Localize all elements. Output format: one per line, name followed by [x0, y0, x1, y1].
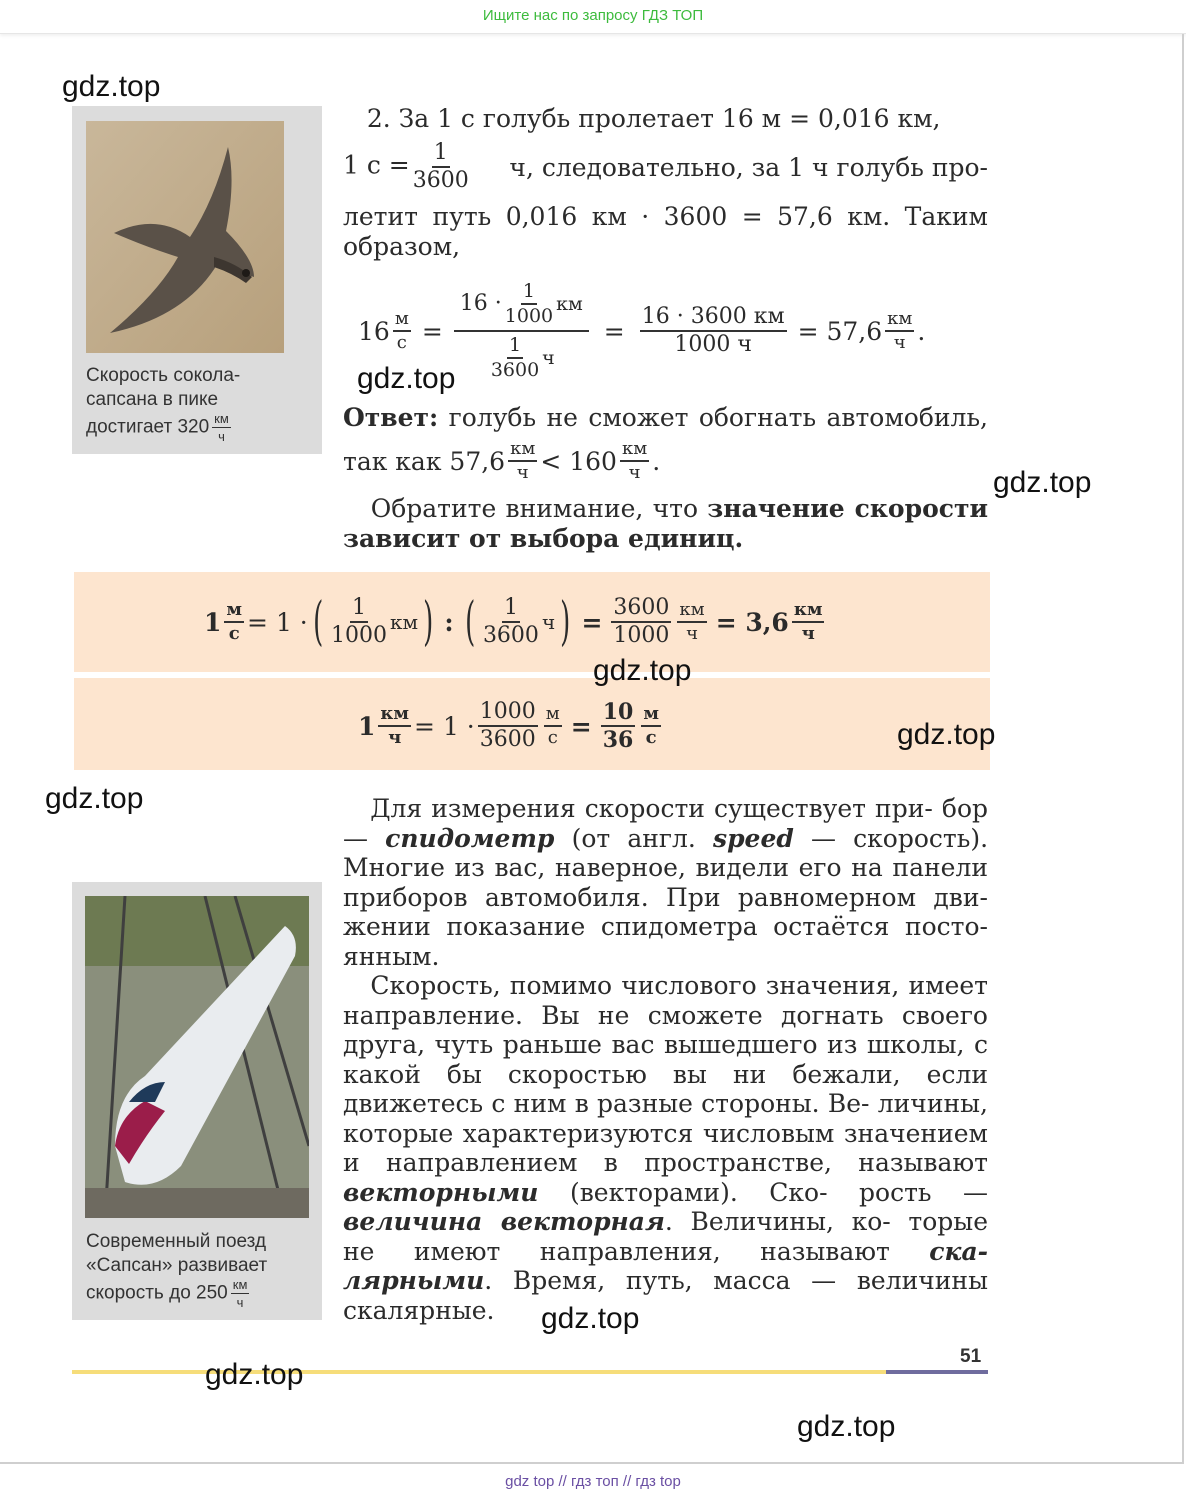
conversion-ms-to-kmh: 1 $\frac{м}{с}$ = 1 · ( $\frac{1}{1000}$ км ) : ( $\frac{1}{3600}$ ч ) = $\frac{3600}{1000}$ $\frac{км}{ч}$ = 3,6 $\frac{км}{ч}$ — [204, 592, 823, 652]
train-card — [72, 882, 322, 1320]
watermark: gdz.top — [62, 70, 161, 103]
speed-formula: 16 $\frac{м}{с}$ = 16 · $\frac{1}{1000}$ км $\frac{1}{3600}$ ч = $\frac{16 \cdot 3600 км}{1000 ч}$ = 57,6 $\frac{км}{ч}$ . — [358, 280, 926, 381]
train-photo — [85, 896, 309, 1218]
conversion-divider — [74, 672, 990, 678]
watermark: gdz.top — [541, 1302, 640, 1335]
watermark: gdz.top — [593, 654, 692, 687]
train-caption: Современный поезд «Сапсан» развивает скорость до 250 $\frac{км}{ч}$ — [86, 1231, 268, 1310]
problem-line-2: 1 с = $\frac{1}{3600}$ ч, следовательно, за 1 ч голубь про- — [343, 140, 988, 193]
watermark: gdz.top — [45, 782, 144, 815]
page-number: 51 — [960, 1346, 982, 1367]
watermark: gdz.top — [205, 1358, 304, 1391]
falcon-caption: Скорость сокола- сапсана в пике достигает 320 $\frac{км}{ч}$ — [86, 365, 241, 444]
conversion-kmh-to-ms: 1 $\frac{км}{ч}$ = 1 · $\frac{1000}{3600}$ $\frac{м}{с}$ = $\frac{10}{36}$ $\frac{м}{с}$ — [358, 699, 659, 753]
watermark: gdz.top — [993, 466, 1092, 499]
falcon-photo — [86, 121, 284, 353]
note-paragraph: Обратите внимание, что значение скорости зависит от выбора единиц. — [343, 494, 989, 553]
answer-line-2: так как 57,6 $\frac{км}{ч}$ < 160 $\frac{км}{ч}$ . — [343, 438, 661, 483]
problem-line-1: 2. За 1 с голубь пролетает 16 м = 0,016 км, — [366, 104, 941, 133]
footer-rule-yellow — [72, 1370, 886, 1374]
one-over-3600: $\frac{1}{3600}$ — [412, 140, 469, 193]
speedometer-paragraph: Для измерения скорости существует при- бор — спидометр (от англ. speed — скорость). Многие из вас, наверное, видели его на панели приборов автомобиля. При равномерном дви- жении показание спидометра остаётся посто- янным. — [343, 794, 989, 971]
answer-line-1: Ответ: голубь не сможет обогнать автомобиль, — [343, 403, 989, 432]
watermark: gdz.top — [797, 1410, 896, 1443]
problem-line-4: образом, — [343, 232, 461, 261]
falcon-card — [72, 106, 322, 454]
problem-line-3: летит путь 0,016 км · 3600 = 57,6 км. Таким — [343, 202, 988, 231]
top-banner[interactable]: Ищите нас по запросу ГДЗ ТОП — [0, 0, 1186, 34]
compound-fraction: 16 · $\frac{1}{1000}$ км $\frac{1}{3600}$ ч — [454, 282, 589, 380]
vector-paragraph: Скорость, помимо числового значения, имеет направление. Вы не сможете догнать своего друга, чуть раньше вас вышедшего из школы, с какой бы скоростью вы ни бежали, если движетесь с ним в разные стороны. Ве- личины, которые характеризуются числовым значением и направлением в пространстве, называют векторными (векторами). Ско- рость — величина векторная. Величины, ко- торые не имеют направления, называют ска- лярными. Время, путь, масса — величины скалярные. — [343, 971, 989, 1325]
unit-fraction: $\frac{км}{ч}$ — [214, 411, 229, 444]
footer-links[interactable]: gdz top // гдз топ // гдз top — [505, 1473, 681, 1490]
footer-rule-purple — [886, 1370, 988, 1374]
unit-fraction: $\frac{км}{ч}$ — [232, 1277, 248, 1310]
watermark: gdz.top — [357, 362, 456, 395]
watermark: gdz.top — [897, 718, 996, 751]
